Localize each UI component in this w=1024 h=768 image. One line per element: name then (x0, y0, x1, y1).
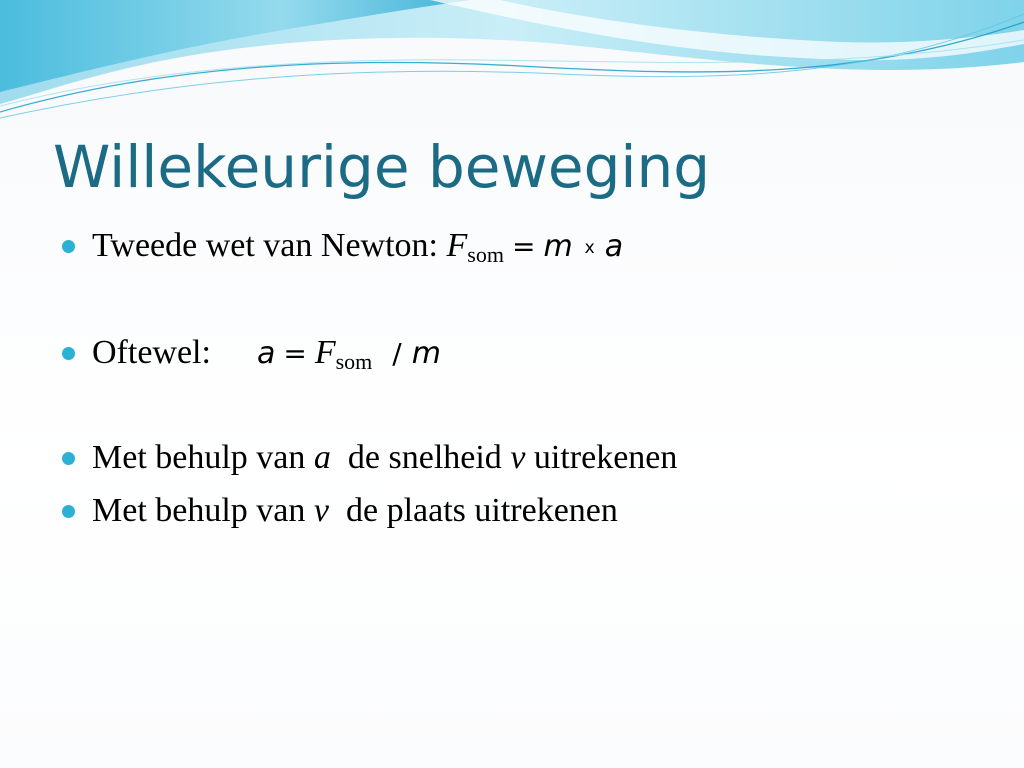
formula-times: x (584, 238, 595, 258)
variable-acceleration: a (313, 439, 331, 476)
formula-acceleration: a (256, 335, 276, 371)
formula-force: F (446, 227, 468, 264)
bullet-text: Met behulp van (92, 439, 314, 476)
slide-title: Willekeurige beweging (53, 133, 711, 201)
variable-velocity: v (313, 492, 329, 529)
bullet-item-snelheid (62, 438, 677, 478)
formula-mass: m (411, 335, 441, 371)
formula-force-subscript: som (467, 242, 504, 267)
bullet-text: de snelheid (330, 439, 511, 476)
formula-force-subscript: som (335, 349, 373, 374)
bullet-dot-icon (62, 505, 75, 518)
bullet-text: Met behulp van (92, 492, 314, 529)
formula-equals: = (283, 336, 307, 370)
bullet-dot-icon (62, 347, 75, 360)
formula-divide: / (392, 336, 402, 370)
bullet-text: de plaats uitrekenen (329, 492, 618, 529)
bullet-dot-icon (62, 240, 75, 253)
bullet-text: Oftewel: (92, 334, 211, 371)
wave-decoration (0, 0, 1024, 130)
formula-acceleration: a (604, 228, 624, 264)
bullet-item-oftewel (62, 333, 441, 373)
bullet-text: Tweede wet van Newton: (92, 227, 447, 264)
formula-mass: m (543, 228, 573, 264)
formula-force: F (314, 334, 336, 371)
bullet-item-plaats (62, 491, 618, 531)
bullet-text: uitrekenen (525, 439, 678, 476)
bullet-item-newton (62, 226, 623, 266)
formula-equals: = (511, 229, 536, 263)
bullet-dot-icon (62, 452, 75, 465)
variable-velocity: v (510, 439, 526, 476)
